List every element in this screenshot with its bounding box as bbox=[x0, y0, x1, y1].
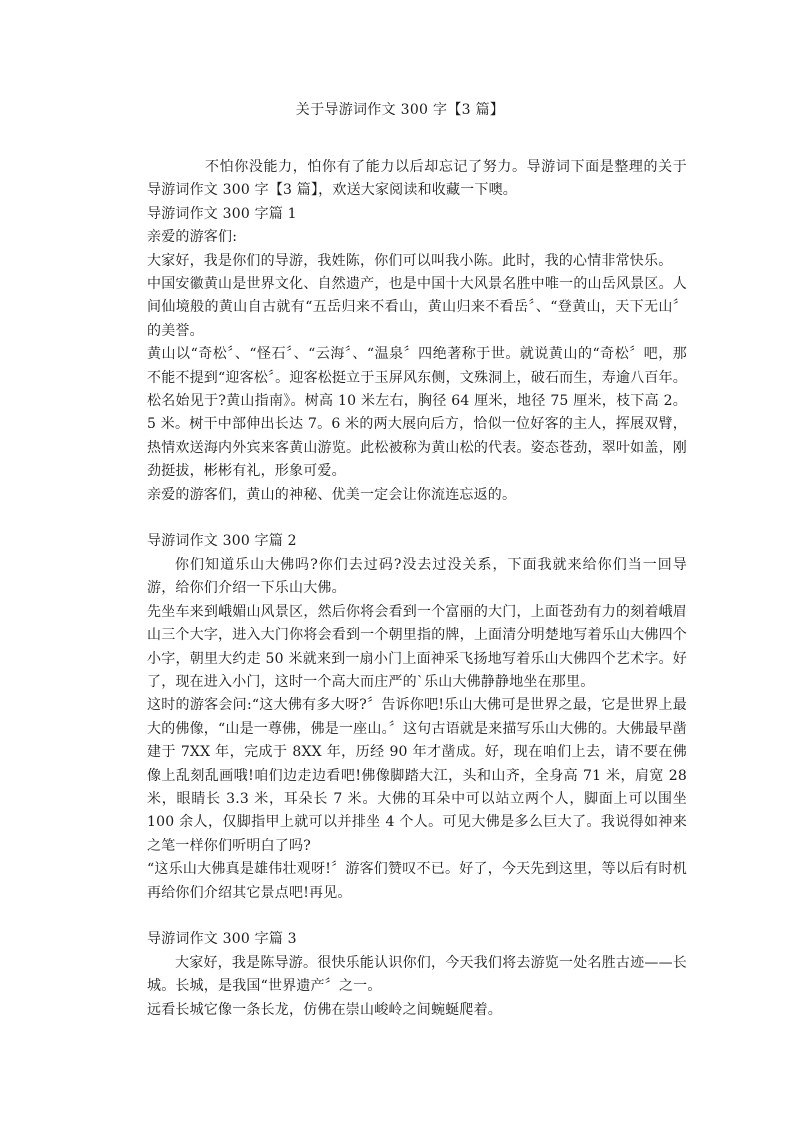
essay-3-paragraph: 大家好，我是陈导游。很快乐能认识你们，今天我们将去游览一处名胜古迹——长城。长城，是我国“世界遗产〞之一。 bbox=[147, 954, 687, 995]
essay-1-paragraph: 亲爱的游客们，黄山的神秘、优美一定会让你流连忘返的。 bbox=[147, 486, 517, 503]
essay-2-paragraph: 你们知道乐山大佛吗?你们去过码?没去过没关系，下面我就来给你们当一回导游，给你们介绍一下乐山大佛。 bbox=[147, 556, 687, 597]
section-gap bbox=[147, 905, 687, 928]
essay-2-paragraph: “这乐山大佛真是雄伟壮观呀!〞游客们赞叹不已。好了，今天先到这里，等以后有时机再给你们介绍其它景点吧!再见。 bbox=[147, 861, 687, 901]
essay-1-paragraph: 大家好，我是你们的导游，我姓陈，你们可以叫我小陈。此时，我的心情非常快乐。 bbox=[147, 252, 673, 269]
essay-2-heading: 导游词作文 300 字篇 2 bbox=[147, 533, 297, 550]
essay-1-paragraph: 黄山以“奇松〞、“怪石〞、“云海〞、“温泉〞四绝著称于世。就说黄山的“奇松〞吧，那不能不提到“迎客松〞。迎客松挺立于玉屏风东侧，文殊洞上，破石而生，寿逾八百年。松名始见于?黄山指南》。树高 10 米左右，胸径 64 厘米，地径 75 厘米，枝下高 2。5 米。树干中部伸出长达 7。6 米的两大展向后方，恰似一位好客的主人，挥展双臂，热情欢送海内外宾来客黄山游览。此松被称为黄山松的代表。姿态苍劲，翠叶如盖，刚劲挺拔，彬彬有礼，形象可爱。 bbox=[147, 346, 687, 480]
essay-2-paragraph: 先坐车来到峨媚山风景区，然后你将会看到一个富丽的大门，上面苍劲有力的刻着峨眉山三个大字，进入大门你将会看到一个朝里指的牌，上面清分明楚地写着乐山大佛四个小字，朝里大约走 50 米就来到一扇小门上面神采飞扬地写着乐山大佛四个艺术字。好了，现在进入小门，这时一个高大而庄严的`乐山大佛静静地坐在那里。 bbox=[147, 603, 687, 690]
document-title: 关于导游词作文 300 字【3 篇】 bbox=[295, 102, 505, 118]
intro-paragraph: 不怕你没能力，怕你有了能力以后却忘记了努力。导游词下面是整理的关于导游词作文 300 字【3 篇】，欢送大家阅读和收藏一下噢。 bbox=[147, 159, 687, 199]
document-body bbox=[147, 156, 687, 1022]
essay-3-paragraph: 远看长城它像一条长龙，仿佛在崇山峻岭之间蜿蜒爬着。 bbox=[147, 1001, 502, 1018]
essay-2-paragraph: 这时的游客会问:“这大佛有多大呀?〞告诉你吧!乐山大佛可是世界之最，它是世界上最大的佛像，“山是一尊佛，佛是一座山。〞这句古语就是来描写乐山大佛的。大佛最早凿建于 7XX 年，完成于 8XX 年，历经 90 年才凿成。好，现在咱们上去，请不要在佛像上乱刻乱画哦!咱们边走边看吧!佛像脚踏大江，头和山齐，全身高 71 米，肩宽 28 米，眼睛长 3.3 米，耳朵长 7 米。大佛的耳朵中可以站立两个人，脚面上可以围坐 100 余人，仅脚指甲上就可以并排坐 4 个人。可见大佛是多么巨大了。我说得如神来之笔一样你们听明白了吗? bbox=[147, 697, 687, 854]
essay-1-paragraph: 亲爱的游客们: bbox=[147, 229, 238, 246]
essay-1-paragraph: 中国安徽黄山是世界文化、自然遗产，也是中国十大风景名胜中唯一的山岳风景区。人间仙境般的黄山自古就有“五岳归来不看山，黄山归来不看岳〞、“登黄山，天下无山〞的美誉。 bbox=[147, 276, 687, 339]
essay-3-heading: 导游词作文 300 字篇 3 bbox=[147, 931, 297, 948]
section-gap bbox=[147, 507, 687, 530]
essay-1-heading: 导游词作文 300 字篇 1 bbox=[147, 205, 297, 222]
